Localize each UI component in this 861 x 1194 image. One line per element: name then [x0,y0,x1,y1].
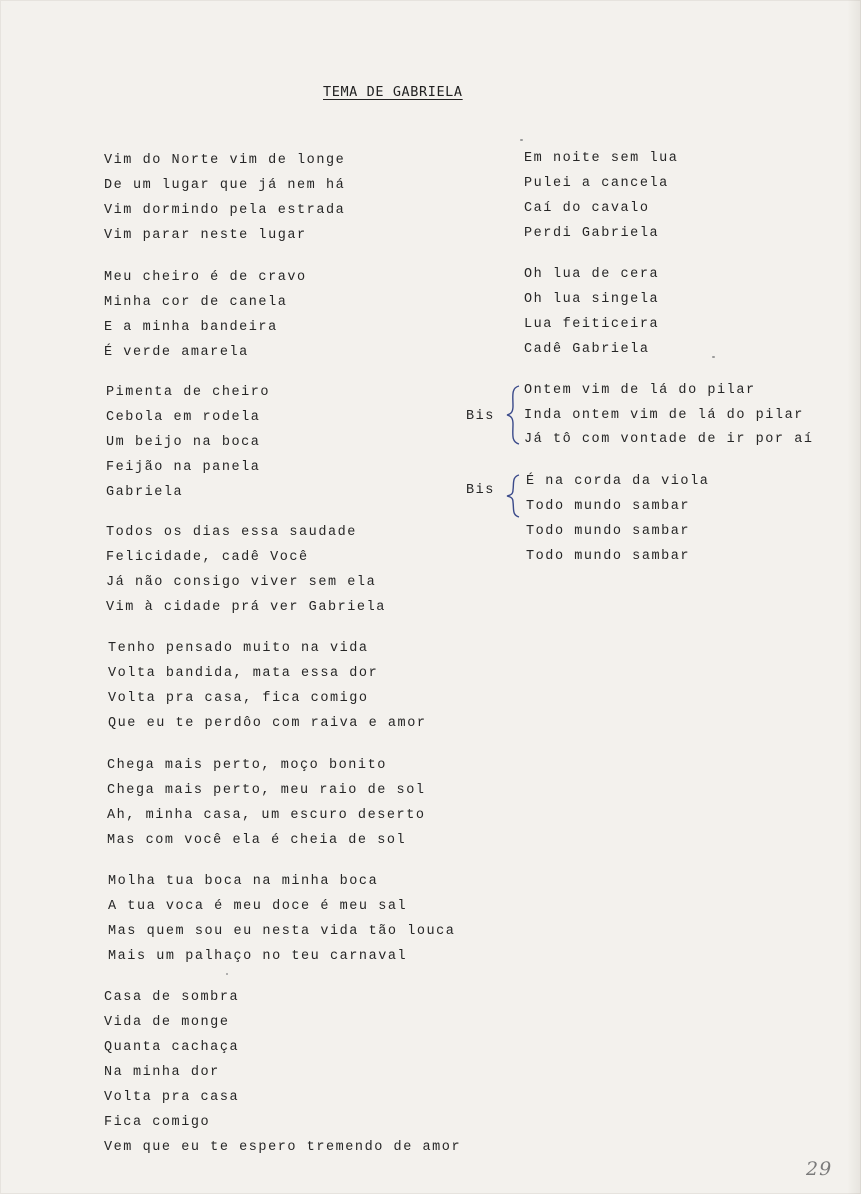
lyric-line: De um lugar que já nem há [104,178,346,193]
lyric-line: Gabriela [106,485,184,500]
lyric-line: Felicidade, cadê Você [106,550,309,565]
lyric-line: Molha tua boca na minha boca [108,874,379,889]
lyric-line: Chega mais perto, meu raio de sol [107,783,426,798]
paper-speck [226,973,228,975]
lyric-line: E a minha bandeira [104,320,278,335]
lyric-line: Ah, minha casa, um escuro deserto [107,808,426,823]
lyric-line: Volta pra casa, fica comigo [108,691,369,706]
bracket-mark [505,384,521,446]
lyric-line: Oh lua de cera [524,267,660,282]
lyric-line: A tua voca é meu doce é meu sal [108,899,408,914]
page-number: 29 [806,1158,833,1180]
lyric-line: Volta pra casa [104,1090,240,1105]
lyric-line: Meu cheiro é de cravo [104,270,307,285]
paper-speck [712,356,715,358]
lyric-line: Todo mundo sambar [526,524,691,539]
lyric-line: É verde amarela [104,345,249,360]
bis-label: Bis [466,483,495,498]
page-title: TEMA DE GABRIELA [323,84,463,100]
lyric-line: Pimenta de cheiro [106,385,271,400]
lyric-line: É na corda da viola [526,474,710,489]
lyric-line: Um beijo na boca [106,435,261,450]
lyric-line: Vida de monge [104,1015,230,1030]
lyric-line: Todo mundo sambar [526,549,691,564]
lyric-line: Fica comigo [104,1115,211,1130]
lyric-line: Perdi Gabriela [524,226,660,241]
lyric-line: Em noite sem lua [524,151,679,166]
lyric-line: Casa de sombra [104,990,240,1005]
lyric-line: Minha cor de canela [104,295,288,310]
lyric-line: Mas com você ela é cheia de sol [107,833,407,848]
lyric-line: Pulei a cancela [524,176,669,191]
lyric-line: Que eu te perdôo com raiva e amor [108,716,427,731]
lyric-line: Mas quem sou eu nesta vida tão louca [108,924,456,939]
bracket-mark [505,473,521,519]
lyric-line: Vem que eu te espero tremendo de amor [104,1140,462,1155]
lyric-line: Caí do cavalo [524,201,650,216]
lyric-line: Todos os dias essa saudade [106,525,357,540]
lyric-line: Mais um palhaço no teu carnaval [108,949,408,964]
lyric-line: Volta bandida, mata essa dor [108,666,379,681]
lyric-line: Feijão na panela [106,460,261,475]
paper-speck [520,139,523,141]
lyric-line: Já não consigo viver sem ela [106,575,377,590]
lyric-line: Ontem vim de lá do pilar [524,383,756,398]
lyric-line: Vim dormindo pela estrada [104,203,346,218]
lyric-line: Cadê Gabriela [524,342,650,357]
bis-label: Bis [466,409,495,424]
lyric-line: Chega mais perto, moço bonito [107,758,387,773]
lyric-line: Todo mundo sambar [526,499,691,514]
lyric-line: Na minha dor [104,1065,220,1080]
lyric-line: Vim parar neste lugar [104,228,307,243]
lyric-line: Inda ontem vim de lá do pilar [524,407,804,423]
lyric-line: Vim à cidade prá ver Gabriela [106,600,386,615]
lyric-line: Quanta cachaça [104,1040,240,1055]
lyric-line: Oh lua singela [524,292,660,307]
lyric-line: Já tô com vontade de ir por aí [524,432,814,447]
lyric-line: Lua feiticeira [524,317,660,332]
lyric-line: Vim do Norte vim de longe [104,153,346,168]
lyric-line: Tenho pensado muito na vida [108,641,369,656]
lyric-line: Cebola em rodela [106,410,261,425]
